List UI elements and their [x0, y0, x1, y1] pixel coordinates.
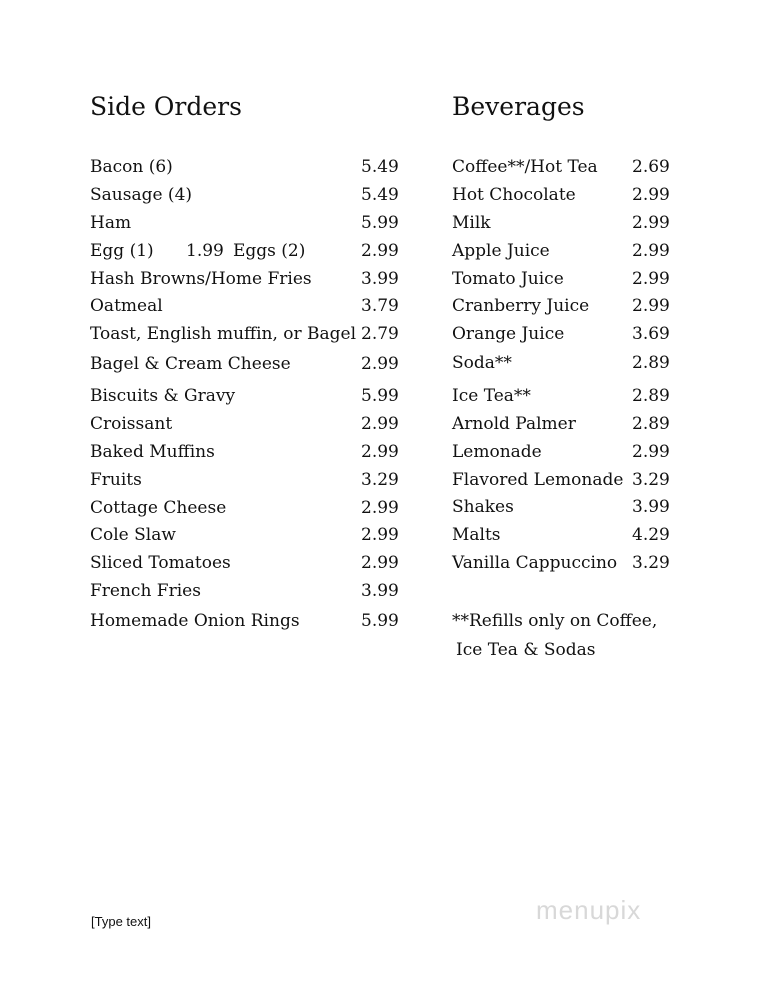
- item-price: 4.29: [632, 525, 670, 545]
- item-name: [90, 241, 306, 261]
- item-name: Bacon (6): [90, 157, 173, 177]
- item-name: Sausage (4): [90, 185, 193, 205]
- refill-note-line1: **Refills only on Coffee,: [452, 611, 658, 631]
- item-name: Homemade Onion Rings: [90, 611, 300, 631]
- item-name: Ice Tea**: [452, 386, 531, 406]
- item-name: Malts: [452, 525, 501, 545]
- item-price: 3.79: [361, 296, 399, 316]
- item-price: 2.99: [632, 442, 670, 462]
- refill-note-line2: Ice Tea & Sodas: [456, 640, 596, 660]
- item-name: Oatmeal: [90, 296, 163, 316]
- item-name: Fruits: [90, 470, 142, 490]
- item-price: 2.99: [632, 213, 670, 233]
- item-price: 2.99: [361, 241, 399, 261]
- item-price: 2.79: [361, 324, 399, 344]
- item-name: Arnold Palmer: [452, 414, 576, 434]
- beverages-heading: Beverages: [452, 92, 585, 121]
- item-price: 2.99: [361, 442, 399, 462]
- item-name: Hash Browns/Home Fries: [90, 269, 312, 289]
- item-price: 5.99: [361, 611, 399, 631]
- item-name: Croissant: [90, 414, 173, 434]
- item-name: Hot Chocolate: [452, 185, 576, 205]
- item-name: Toast, English muffin, or Bagel: [90, 324, 357, 344]
- item-price: 3.29: [361, 470, 399, 490]
- item-price: 5.49: [361, 157, 399, 177]
- item-price: 2.69: [632, 157, 670, 177]
- item-name: Lemonade: [452, 442, 542, 462]
- item-name-double: Eggs (2): [233, 241, 306, 261]
- side-orders-heading: Side Orders: [90, 92, 242, 121]
- item-name: Soda**: [452, 353, 512, 373]
- item-price: 5.99: [361, 213, 399, 233]
- item-price: 2.99: [361, 525, 399, 545]
- item-name: Orange Juice: [452, 324, 565, 344]
- item-name: Baked Muffins: [90, 442, 215, 462]
- item-price: 2.89: [632, 414, 670, 434]
- item-price: 2.99: [632, 241, 670, 261]
- item-name: Cottage Cheese: [90, 498, 227, 518]
- item-price: 3.99: [632, 497, 670, 517]
- item-name: Flavored Lemonade: [452, 470, 624, 490]
- item-price: 3.69: [632, 324, 670, 344]
- item-price: 3.29: [632, 470, 670, 490]
- item-price: 3.99: [361, 269, 399, 289]
- item-price: 2.99: [632, 269, 670, 289]
- item-name: Biscuits & Gravy: [90, 386, 236, 406]
- item-name: Vanilla Cappuccino: [452, 553, 618, 573]
- menupix-watermark: menupix: [536, 895, 642, 925]
- item-name: Apple Juice: [452, 241, 550, 261]
- item-name: French Fries: [90, 581, 201, 601]
- item-price: 2.89: [632, 386, 670, 406]
- item-price: 5.99: [361, 386, 399, 406]
- item-name: Coffee**/Hot Tea: [452, 157, 598, 177]
- item-price: 2.99: [361, 553, 399, 573]
- item-price: 2.99: [361, 498, 399, 518]
- item-name: Cole Slaw: [90, 525, 176, 545]
- item-price: 2.89: [632, 353, 670, 373]
- item-price: 2.99: [361, 354, 399, 374]
- item-price: 3.29: [632, 553, 670, 573]
- item-price: 2.99: [632, 296, 670, 316]
- item-name: Ham: [90, 213, 132, 233]
- item-name-single: Egg (1): [90, 241, 154, 261]
- item-price-single: 1.99: [186, 241, 224, 261]
- item-name: Sliced Tomatoes: [90, 553, 231, 573]
- item-price: 3.99: [361, 581, 399, 601]
- item-price: 5.49: [361, 185, 399, 205]
- item-name: Milk: [452, 213, 491, 233]
- item-price: 2.99: [361, 414, 399, 434]
- item-name: Bagel & Cream Cheese: [90, 354, 291, 374]
- footer-placeholder-text: [Type text]: [91, 914, 151, 929]
- item-price: 2.99: [632, 185, 670, 205]
- item-name: Tomato Juice: [452, 269, 564, 289]
- item-name: Shakes: [452, 497, 514, 517]
- item-name: Cranberry Juice: [452, 296, 590, 316]
